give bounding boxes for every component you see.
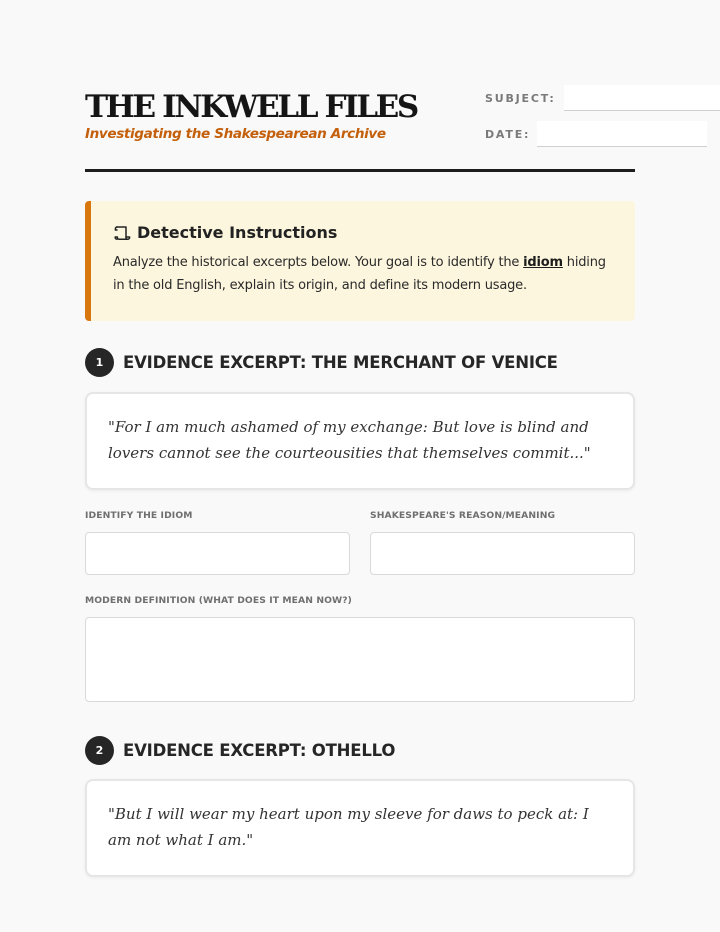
subject-row xyxy=(485,85,720,111)
header-divider xyxy=(85,169,635,172)
reason-meaning-input[interactable] xyxy=(370,532,635,575)
date-row xyxy=(485,121,707,147)
instructions-text-after: hiding in the old English, explain its origin, and define its modern usage. xyxy=(113,255,606,293)
scroll-icon xyxy=(113,224,131,242)
section-2-heading xyxy=(85,736,395,765)
page-title: THE INKWELL FILES xyxy=(85,89,417,125)
section-1-quote-card xyxy=(85,392,635,490)
header xyxy=(85,0,635,172)
section-2-title: EVIDENCE EXCERPT: OTHELLO xyxy=(123,741,396,760)
identify-idiom-input[interactable] xyxy=(85,532,350,575)
instructions-heading: Detective Instructions xyxy=(137,223,338,242)
subject-input[interactable] xyxy=(564,85,720,111)
date-label: DATE: xyxy=(485,127,531,141)
section-1-number: 1 xyxy=(85,348,114,377)
date-input[interactable] xyxy=(537,121,707,147)
section-2-quote-card xyxy=(85,779,635,877)
section-1-quote: "For I am much ashamed of my exchange: But love is blind and lovers cannot see the courteousities that themselves commit..." xyxy=(108,418,591,462)
section-1-heading xyxy=(85,348,558,377)
reason-meaning-label: SHAKESPEARE'S REASON/MEANING xyxy=(370,510,556,521)
instructions-box xyxy=(85,201,635,321)
modern-definition-textarea[interactable] xyxy=(85,617,635,702)
idiom-highlight: idiom xyxy=(523,255,563,270)
instructions-text xyxy=(113,251,613,297)
section-2-quote: "But I will wear my heart upon my sleeve for daws to peck at: I am not what I am." xyxy=(108,805,589,849)
modern-definition-label: MODERN DEFINITION (WHAT DOES IT MEAN NOW?) xyxy=(85,595,352,606)
identify-idiom-label: IDENTIFY THE IDIOM xyxy=(85,510,193,521)
instructions-text-before: Analyze the historical excerpts below. Your goal is to identify the xyxy=(113,255,524,270)
subject-label: SUBJECT: xyxy=(485,91,556,105)
page-subtitle: Investigating the Shakespearean Archive xyxy=(85,126,386,142)
section-1-title: EVIDENCE EXCERPT: THE MERCHANT OF VENICE xyxy=(123,353,558,372)
section-2-number: 2 xyxy=(85,736,114,765)
instructions-heading-row xyxy=(113,223,613,242)
